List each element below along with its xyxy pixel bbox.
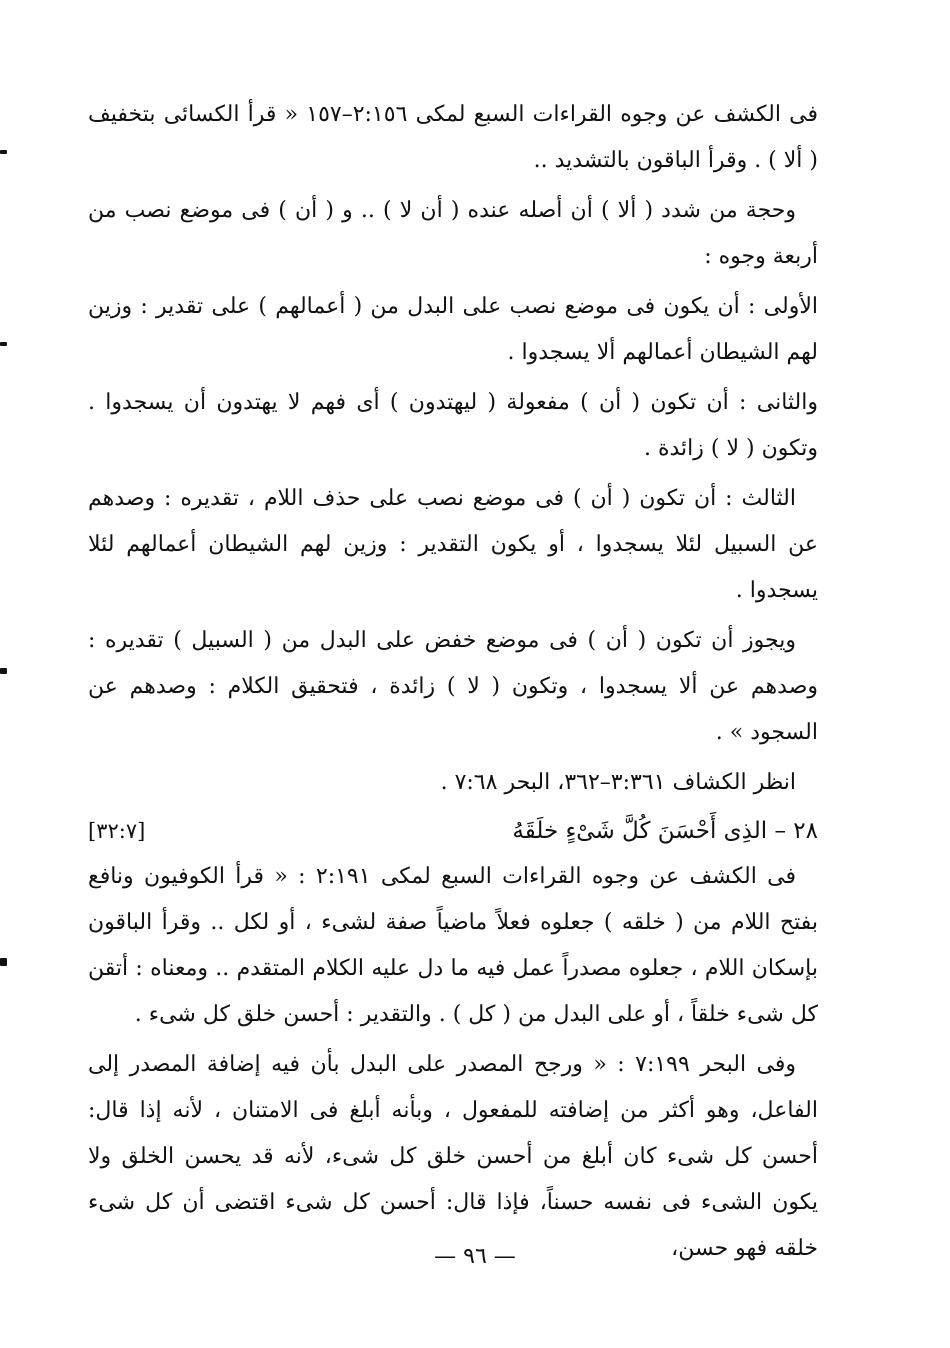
citation-reference: انظر الكشاف ٣:٣٦١–٣٦٢، البحر ٧:٦٨ . — [440, 770, 796, 795]
paragraph-second-aspect: والثانى : أن تكون ( أن ) مفعولة ( ليهتدون ) أى فهم لا يهتدون أن يسجدوا . وتكون ( لا ) زائدة . — [88, 390, 818, 461]
page-body — [88, 92, 818, 1276]
paragraph-first-aspect: الأولى : أن يكون فى موضع نصب على البدل من ( أعمالهم ) على تقدير : وزين لهم الشيطان أعمالهم ألا يسجدوا . — [88, 294, 818, 365]
paragraph-permissible: ويجوز أن تكون ( أن ) فى موضع خفض على البدل من ( السبيل ) تقديره : وصدهم عن ألا يسجدوا ، وتكون ( لا ) زائدة ، فتحقيق الكلام : وصدهم عن السجود » . — [88, 628, 818, 745]
verse-heading — [88, 808, 818, 854]
paragraph-kashf-reading: فى الكشف عن وجوه القراءات السبع لمكى ٢:١٩١ : « قرأ الكوفيون ونافع بفتح اللام من ( خلقه ) جعلوه فعلاً ماضياً صفة لشىء ، أو لكل .. وقرأ الباقون بإسكان اللام ، جعلوه مصدراً عمل فيه ما دل عليه الكلام المتقدم .. ومعناه : أتقن كل شىء خلقاً ، أو على البدل من ( كل ) . والتقدير : أحسن خلق كل شىء . — [88, 864, 818, 1027]
margin-mark — [0, 342, 7, 346]
page-number: — ٩٦ — — [434, 1244, 516, 1269]
margin-mark — [0, 150, 7, 154]
paragraph-argument: وحجة من شدد ( ألا ) أن أصله عنده ( أن لا ) .. و ( أن ) فى موضع نصب من أربعة وجوه : — [88, 198, 818, 269]
paragraph-makki-reading: فى الكشف عن وجوه القراءات السبع لمكى ٢:١٥٦–١٥٧ « قرأ الكسائى بتخفيف ( ألا ) . وقرأ الباقون بالتشديد .. — [88, 102, 818, 173]
verse-reference: [٣٢:٧] — [88, 819, 146, 843]
paragraph-bahr-quote: وفى البحر ٧:١٩٩ : « ورجح المصدر على البدل بأن فيه إضافة المصدر إلى الفاعل، وهو أكثر من إضافته للمفعول ، وبأنه أبلغ فى الامتنان ، لأنه إذا قال: أحسن كل شىء كان أبلغ من أحسن خلق كل شىء، لأنه قد يحسن الخلق ولا يكون الشىء فى نفسه حسناً، فإذا قال: أحسن كل شىء اقتضى أن كل شىء خلقه فهو حسن، — [88, 1052, 818, 1261]
paragraph-third-aspect: الثالث : أن تكون ( أن ) فى موضع نصب على حذف اللام ، تقديره : وصدهم عن السبيل لئلا يسجدوا ، أو يكون التقدير : وزين لهم الشيطان أعمالهم لئلا يسجدوا . — [88, 486, 818, 603]
verse-text: ٢٨ – الذِى أَحْسَنَ كُلَّ شَىْءٍ خلَقَهُ — [512, 818, 818, 844]
margin-mark — [0, 668, 7, 674]
margin-mark — [0, 958, 7, 966]
